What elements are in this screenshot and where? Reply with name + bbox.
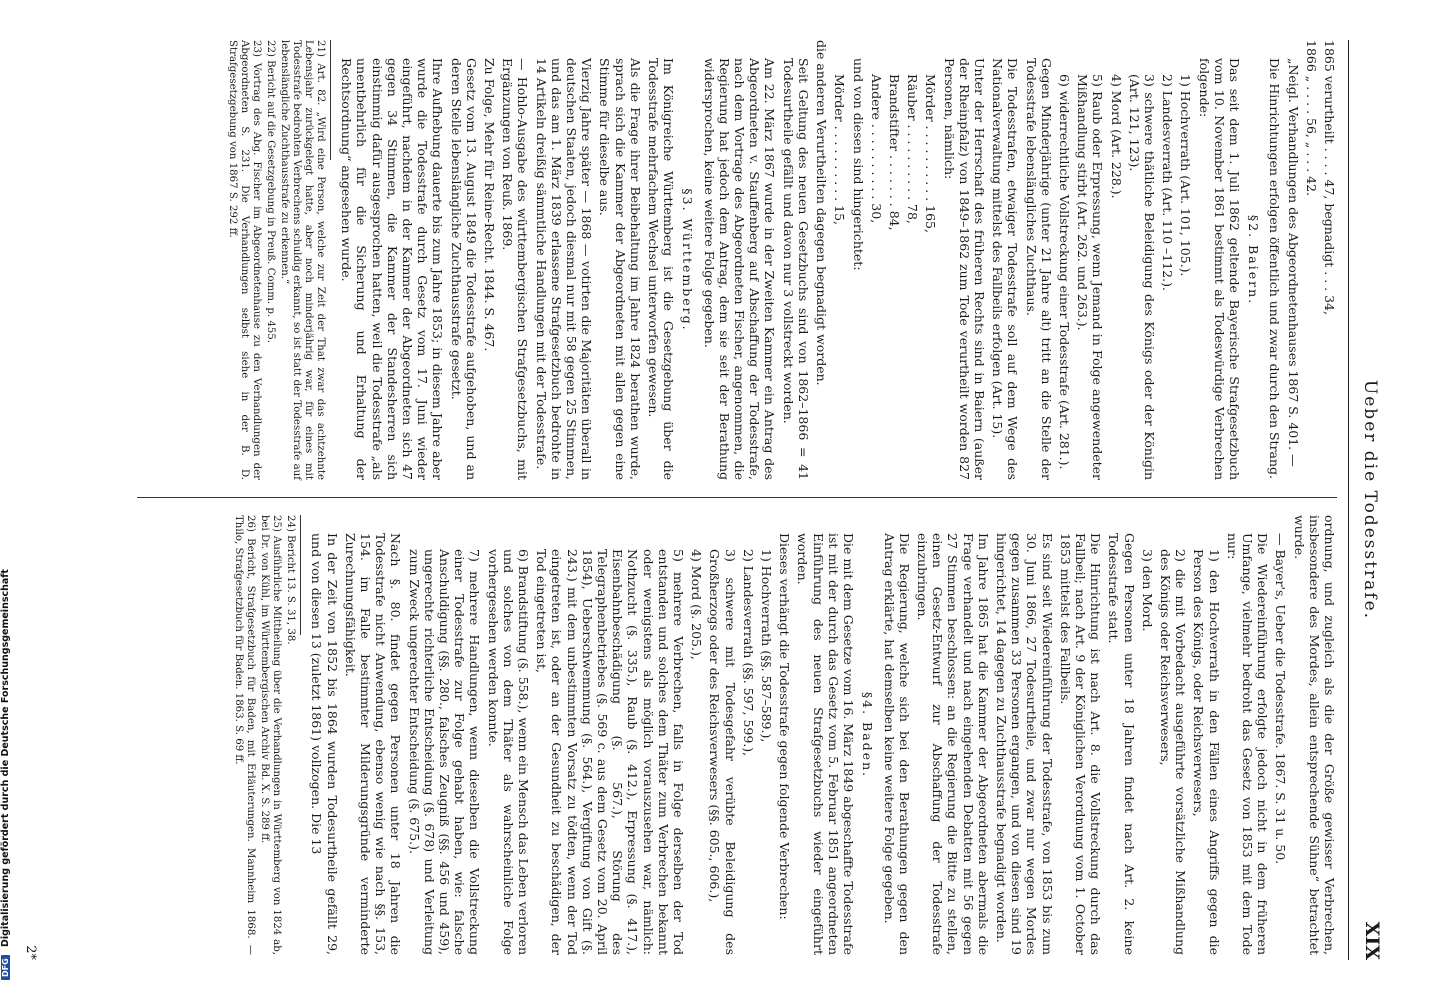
scanned-page <box>15 0 1385 1000</box>
paragraph: Unter der Herrschaft des früheren Rechts sind in Baiern (außer der Rheinpfalz) von 1849–1862 zum Tode verurtheilt worden 827 Personen, nämlich: <box>941 58 987 480</box>
footnotes <box>232 515 296 955</box>
paragraph: Am 22. März 1867 wurde in der Zweiten Kammer ein Antrag des Abgeordneten v. Stauffenberg auf Abschaffung der Todesstrafe, nach dem Vortrage des Abgeordneten Fischer, angenommen, die Regierung hat jedoch dem Antrag, dem sie seit der Berathung widersprochen, keine weitere Folge gegeben. <box>701 58 778 480</box>
list-item: Brandstifter . . . . . . . 84, <box>886 74 902 231</box>
paragraph: 1865 verurtheilt . . . . 47, begnadigt . . . 34, <box>1322 40 1337 315</box>
list-item: 3) schwere mit Todesgefahr verübte Beleidigung des Großherzogs oder des Reichsverwesers (§§. 605., 606.), <box>707 549 738 955</box>
signature-mark: 2* <box>23 945 39 960</box>
footnote: 25) Ausführliche Mittheilung über die Verhandlungen in Württemberg von 1824 ab, bei Dr. von Kühl, im Württembergischen Archiv Bd. X. S. 289 ff. <box>259 515 283 955</box>
paragraph: die anderen Verurtheilten dagegen begnadigt worden. <box>814 40 830 386</box>
digitization-credit-strip <box>0 0 10 1000</box>
list-item: Räuber . . . . . . . . . . 78, <box>905 74 921 224</box>
list-item: 6) widerrechtliche Vollstreckung einer Todesstrafe (Art. 281.). <box>1056 74 1072 470</box>
footnote-rule <box>330 40 331 160</box>
paragraph: Im Jahre 1865 hat die Kammer der Abgeordneten abermals die Frage verhandelt und nach eingehenden Debatten mit 56 gegen 27 Stimmen beschlossen: an die Regierung die Bitte zu stellen, einen Gesetz-Entwurf zur Abschaffung der Todesstrafe einzubringen. <box>914 533 991 955</box>
paragraph: Vierzig Jahre später — 1868 — votirten die Majoritäten überall in deutschen Staaten, jedoch diesmal nur mit 58 gegen 25 Stimmen, und das am 1. März 1839 erlassene Strafgesetzbuch bedrohte in 14 Artikeln dreißig sämmtliche Handlungen mit der Todesstrafe. <box>533 58 595 480</box>
list-item: 1) den Hochverrath in den Fällen eines Angriffs gegen die Person des Königs, oder Reichsverwesers, <box>1191 549 1222 955</box>
paragraph: 1866 „ . . . . 56, „ . . . 42. <box>1303 40 1319 197</box>
paragraph: Nach §. 80. findet gegen Personen unter 18 Jahren die Todesstrafe nicht Anwendung, ebenso wenig wie nach §§. 153, 154. im Falle bestimmter Milderungsgründe verminderte Zurechnungsfähigkeit. <box>342 533 404 955</box>
list-item: 2) Landesverrath (Art. 110 –112.). <box>1160 74 1176 291</box>
paragraph: Das seit dem 1. Juli 1862 geltende Bayerische Strafgesetzbuch vom 10. November 1861 bestimmt als Todeswürdige Verbrechen folgende: <box>1196 58 1242 480</box>
list-item: 3) schwere thätliche Beleidigung des Königs oder der Königin (Art. 121, 123). <box>1126 74 1157 480</box>
footnote: 23) Vortrag des Abg. Fischer im Abgeordnetenhause zu den Verhandlungen der Abgeordneten S. 231. Die Verhandlungen selbst siehe in der B. D. Strafgesetzgebung von 1867 S. 292 ff. <box>227 40 263 480</box>
footnote: 22) Bericht auf die Gesetzgebung in Preuß. Comm. p. 455. <box>265 40 277 344</box>
paragraph: Die mit dem Gesetze vom 16. März 1849 abgeschaffte Todesstrafe ist mit der durch das Gesetz vom 5. Februar 1851 angeordneten Einführung des neuen Strafgesetzbuchs wieder eingeführt worden. <box>795 533 857 955</box>
page-number: XIX <box>1361 921 1383 960</box>
paragraph: Gesetz vom 13. August 1849 die Todesstrafe aufgehoben, und an deren Stelle lebenslängliche Zuchthausstrafe gesetzt. <box>448 58 479 480</box>
list-item: 7) mehrere Handlungen, wenn dieselben die Vollstreckung einer Todesstrafe zur Folge gehabt haben, wie: falsche Anschuldigung (§§. 280., falsches Zeugniß (§§. 456 und 459), ungerechte richterliche Entscheidung (§. 678) und Verleitung zum Zweck ungerechter Entscheidung (§. 675.). <box>406 549 483 955</box>
dfg-logo: DFG <box>1 955 10 980</box>
list-item: 1) Hochverrath (§§. 587–589.), <box>759 549 775 743</box>
paragraph: Die Hinrichtung ist nach Art. 8. die Vollstreckung durch das Fallbeil; nach Art. 9 der Königlichen Verordnung vom 1. October 1853 mittelst des Fallbeils. <box>1057 533 1104 955</box>
footnote: 26) Bericht, Strafgesetzbuch für Baden, mit Erläuterungen. Mannheim 1868. — Thilo, Strafgesetzbuch für Baden. 1863. S. 69 ff. <box>233 515 257 955</box>
list-item: 4) Mord (Art. 228.). <box>1108 74 1124 199</box>
paragraph: Dieses verhängt die Todesstrafe gegen folgende Verbrechen: <box>777 533 793 920</box>
footnotes <box>226 40 326 480</box>
section-heading: §3. Württemberg. <box>680 188 696 332</box>
paragraph: In der Zeit von 1852 bis 1864 wurden Todesurtheile gefällt 29, und von diesen 13 (zuletzt 1861) vollzogen. Die 13 <box>309 533 340 955</box>
list-item: 5) mehrere Verbrechen, falls in Folge derselben der Tod entstanden und solches dem Thäter zum Verbrechen bekannt oder wenigstens als möglich vorauszusehen war, nämlich: Nothzucht (§. 335.), Raub (§. 412.), Erpressung (§. 417.), Eisenbahnbeschädigung (§. 567.), Störung des Telegraphenbetriebes (§. 569 c. aus dem Gesetz vom 20. April 1854), Ueberschwemmung (§. 564.), Vergiftung von Gift (§. 243.) mit dem unbestimmten Vorsatz zu tödten, wenn der Tod eingetreten ist, oder an der Gesundheit zu beschädigen, der Tod eingetreten ist, <box>534 549 687 955</box>
credit-text: Digitalisierung gefördert durch die Deutsche Forschungsgemeinschaft <box>0 569 11 948</box>
list-item: 3) den Mord. <box>1139 549 1155 632</box>
list-item: 2) Landesverrath (§§. 597, 599.), <box>740 549 756 757</box>
footnote-rule <box>300 515 301 635</box>
list-item: 5) Raub oder Erpressung, wenn Jemand in Folge angewendeter Mißhandlung stirbt (Art. 262. und 263.). <box>1075 74 1106 480</box>
list-item: 6) Brandstiftung (§. 558.), wenn ein Mensch das Leben verloren und solches von dem Thäter als wahrscheinliche Folge vorhergesehen werden konnte. <box>485 549 532 955</box>
footnote: 24) Bericht 13. S. 31, 38. <box>285 515 297 645</box>
running-title: Ueber die Todesstrafe. <box>1360 379 1380 621</box>
paragraph: Zu Folge, Mehr für Reine-Recht. 1844. S. 467. <box>482 58 498 352</box>
paragraph: — Bayer's, Ueber die Todesstrafe. 1867. S. 31 u. 50. <box>1273 533 1289 865</box>
paragraph: Die Todesstrafen, etwaiger Todesstrafe soll auf dem Wege des Nationalverwaltung mittelst des Fallbeils erfolgen (Art. 15). <box>990 58 1021 480</box>
paragraph: Die Hinrichtungen erfolgen öffentlich und zwar durch den Strang. <box>1267 58 1283 480</box>
paragraph: — Hohlo-Ausgabe des württembergischen Strafgesetzbuchs, mit Ergänzungen von Reuß. 1869. <box>500 58 531 480</box>
paragraph: Als die Frage ihrer Beibehaltung im Jahre 1824 berathen wurde, sprach sich die Kammer der Abgeordneten mit allen gegen eine Stimme für dieselbe aus. <box>597 58 643 480</box>
paragraph: Es sind seit Wiedereinführung der Todesstrafe, von 1853 bis zum 30. Juni 1866, 27 Todesurtheile, und zwar nur wegen Mordes gegen zusammen 33 Personen ergangen, und von diesen sind 19 hingerichtet, 14 dagegen zu Zuchthausstrafe begnadigt worden. <box>993 533 1055 955</box>
footnote: 21) Art. 82. „Wird eine Person, welche zur Zeit der That zwar das achtzehnte Lebensjahr zurückgelegt hatte, aber noch minderjährig war, für eines mit Todesstrafe bedrohten Verbrechens schuldig erkannt, so ist statt der Todesstrafe auf lebenslängliche Zuchthausstrafe zu erkennen.“ <box>279 40 327 480</box>
list-item: 1) Hochverrath (Art. 101, 105.). <box>1178 74 1194 277</box>
paragraph: Ihre Aufhebung dauerte bis zum Jahre 1853; in diesem Jahre aber wurde die Todesstrafe durch Gesetz vom 17. Juni wieder eingeführt, nachdem in der Kammer der Abgeordneten sich 47 gegen 34 Stimmen, die Kammer der Standesherren sich einstimmig dafür ausgesprochen hatten, weil die Todesstrafe „als unentbehrlich für die Sicherung und Erhaltung der Rechtsordnung“ angesehen wurde. <box>339 58 446 480</box>
paragraph: Gegen Minderjährige (unter 21 Jahre alt) tritt an die Stelle der Todesstrafe lebenslängliches Zuchthaus. <box>1023 58 1054 480</box>
list-item: 4) Mord (§. 205.), <box>689 549 705 660</box>
paragraph: Im Königreiche Württemberg ist die Gesetzgebung über die Todesstrafe mehrfachem Wechsel unterworfen gewesen. <box>646 58 677 480</box>
list-item: Mörder . . . . . . . . . . 165, <box>923 74 939 233</box>
paragraph: und von diesen sind hingerichtet: <box>850 58 866 271</box>
right-column <box>230 515 1337 955</box>
paragraph: Die Wiedereinführung erfolgte jedoch nicht in dem früheren Umfange, vielmehr bedroht das Gesetz von 1853 mit dem Tode nur: <box>1224 533 1271 955</box>
section-heading: §4. Baden. <box>860 691 876 779</box>
list-item: Mörder . . . . . . . . . . 15, <box>832 74 848 225</box>
paragraph: ordnung, und zugleich als die der Größe gewisser Verbrechen, insbesondere des Mordes, allein entsprechende Sühne“ betrachtet wurde. <box>1291 515 1337 955</box>
paragraph: Die Regierung, welche sich bei den Berathungen gegen den Antrag erklärte, hat demselben keine weitere Folge gegeben. <box>881 533 912 955</box>
paragraph: „Neigl. Verhandlungen des Abgeordnetenhauses 1867 S. 401. — <box>1285 58 1301 467</box>
paragraph: Gegen Personen unter 18 Jahren findet nach Art. 2. keine Todesstrafe statt. <box>1106 533 1137 955</box>
digitization-credit <box>0 0 11 1000</box>
paragraph: Seit Geltung des neuen Gesetzbuchs sind von 1862–1866 = 41 Todesurtheile gefällt und davon nur 3 vollstreckt worden. <box>780 58 811 480</box>
column-divider <box>137 497 1337 498</box>
list-item: 2) die mit Vorbedacht ausgeführte vorsätzliche Mißhandlung des Königs oder Reichsverwesers, <box>1157 549 1189 955</box>
list-item: Andere . . . . . . . . . . 30, <box>868 74 884 224</box>
running-header <box>1348 40 1383 960</box>
section-heading: §2. Baiern. <box>1246 214 1262 306</box>
left-column <box>224 40 1337 480</box>
